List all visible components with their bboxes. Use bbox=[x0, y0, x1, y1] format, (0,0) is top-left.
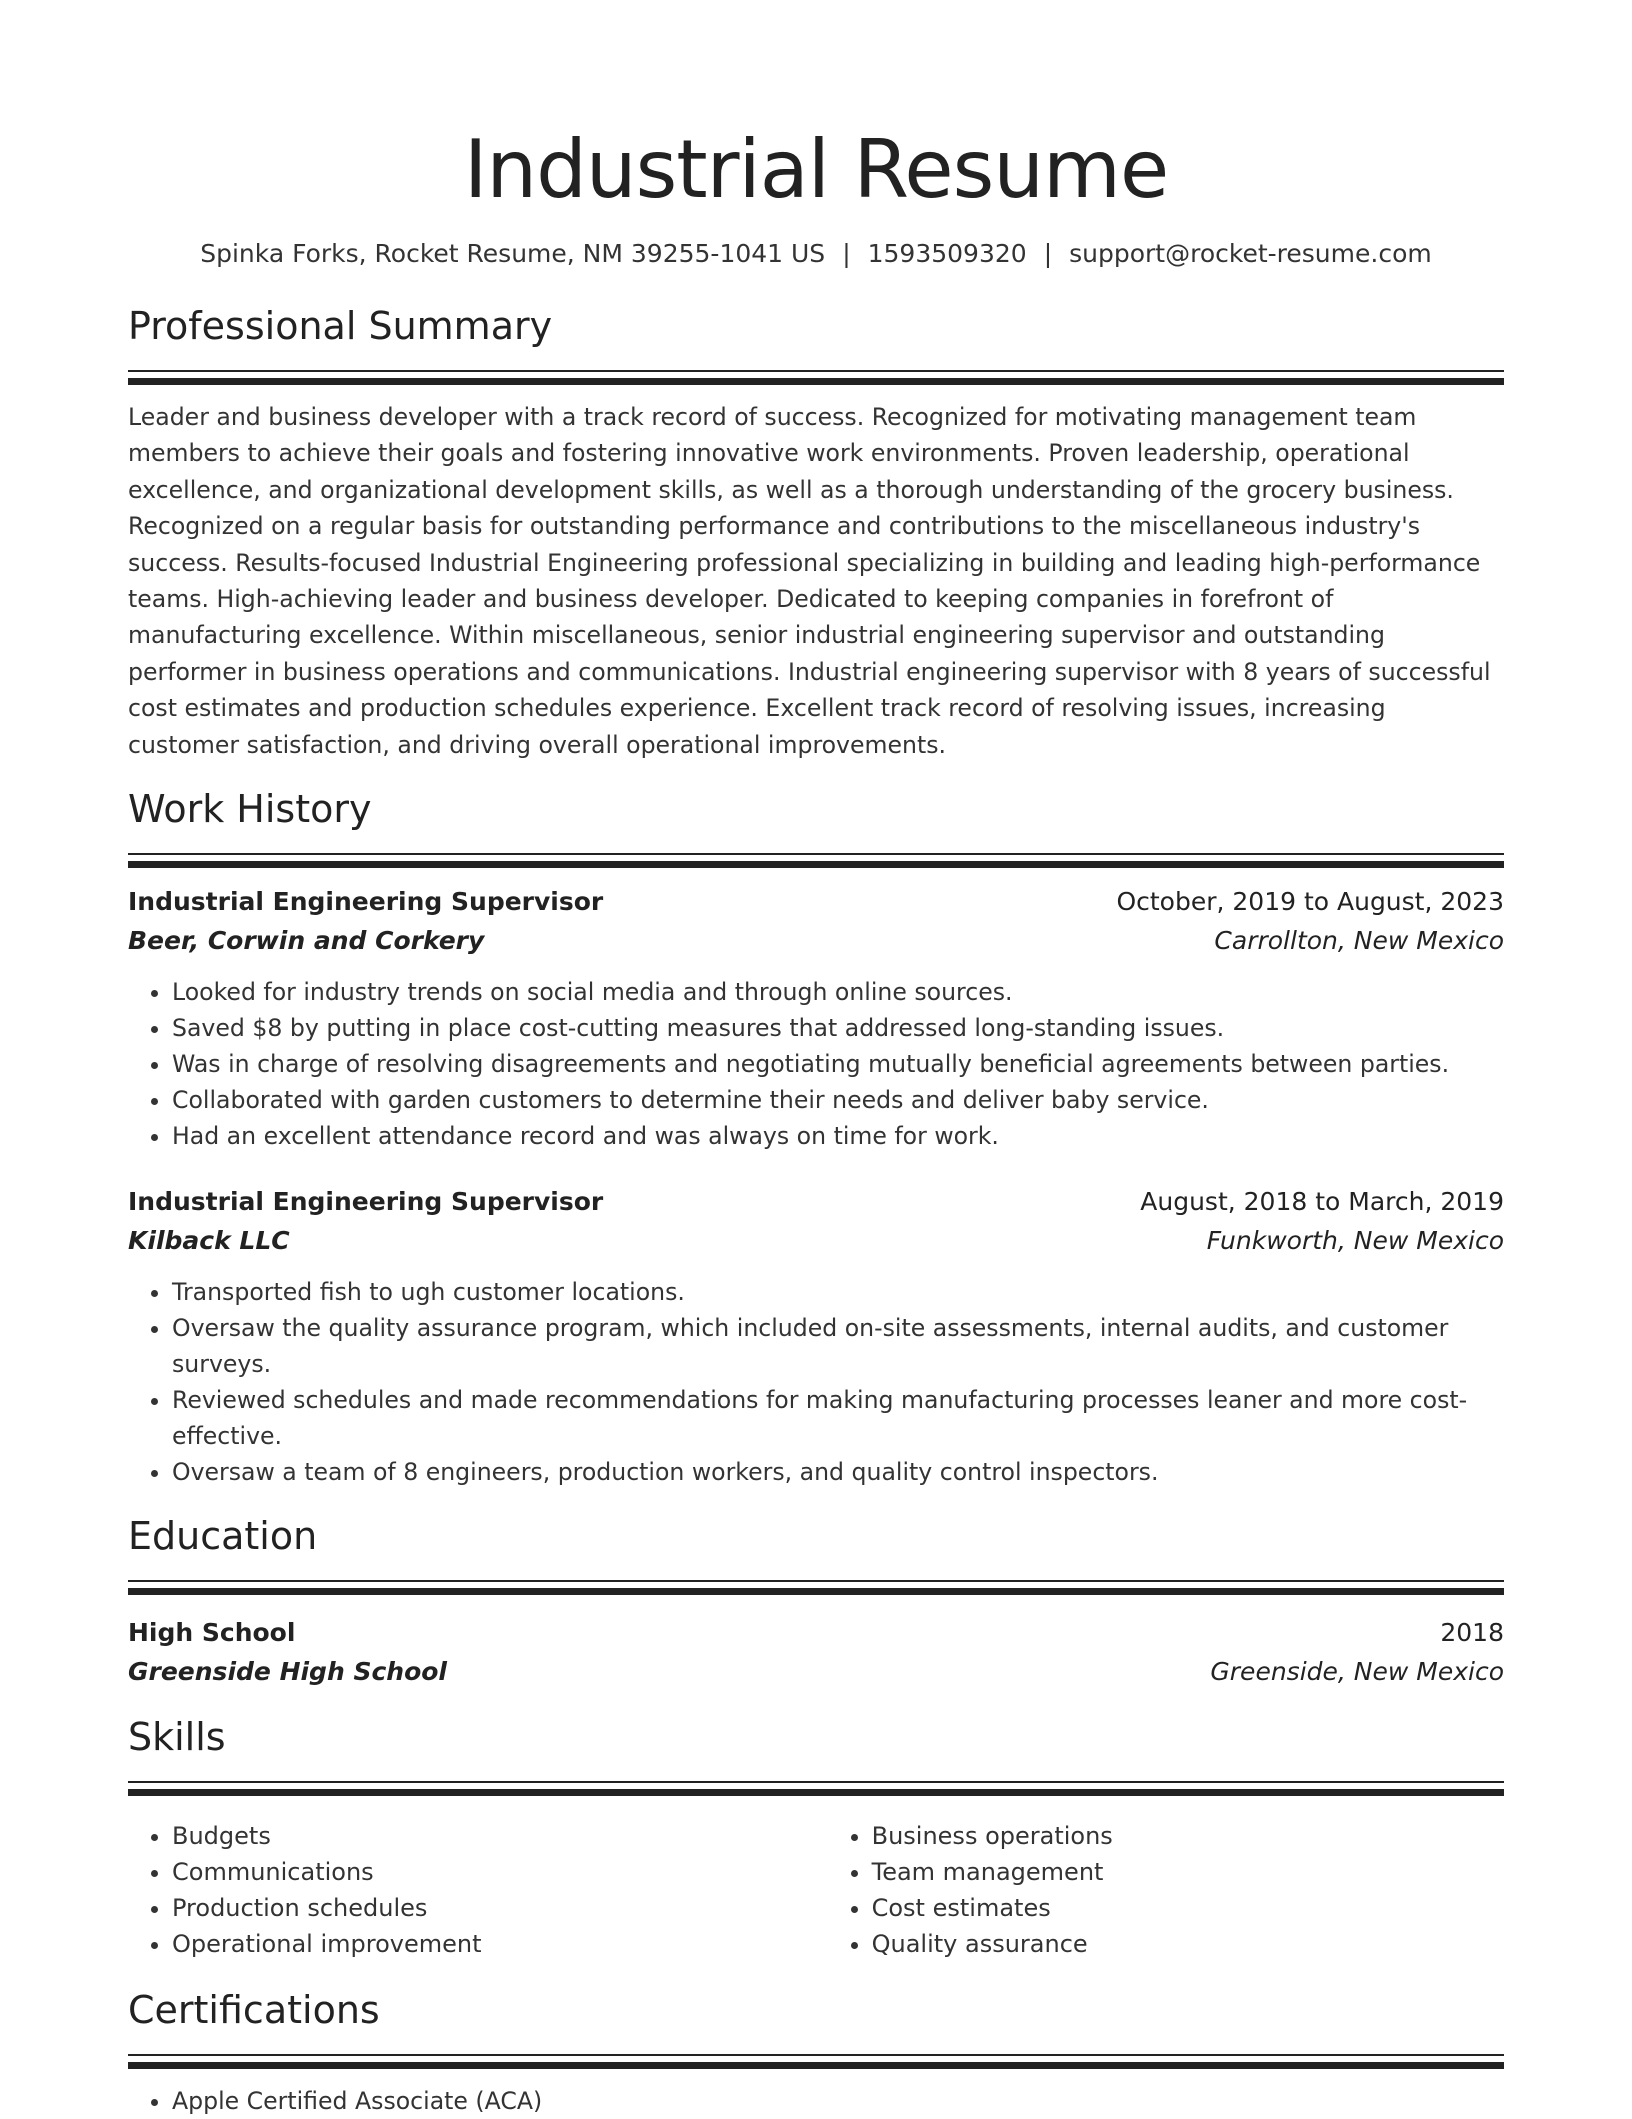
skill-item: • Communications bbox=[172, 1854, 828, 1890]
work-history-heading: Work History bbox=[128, 787, 372, 832]
job-employer-row bbox=[128, 1222, 1504, 1260]
list-item: • Looked for industry trends on social media and through online sources. bbox=[172, 974, 1504, 1010]
skill-item: • Team management bbox=[872, 1854, 1504, 1890]
skills-list-right bbox=[828, 1818, 1504, 1962]
list-item: • Transported fish to ugh customer locations. bbox=[172, 1274, 1504, 1310]
list-item: • Had an excellent attendance record and was always on time for work. bbox=[172, 1118, 1504, 1154]
list-item: • Saved $8 by putting in place cost-cutting measures that addressed long-standing issues. bbox=[172, 1010, 1504, 1046]
skills-columns bbox=[128, 1804, 1504, 1962]
summary-heading: Professional Summary bbox=[128, 304, 553, 348]
education-heading: Education bbox=[128, 1514, 318, 1559]
job-employer-row bbox=[128, 922, 1504, 960]
contact-separator: | bbox=[842, 239, 851, 268]
certifications-heading: Certifications bbox=[128, 1988, 380, 2033]
skill-item: • Budgets bbox=[172, 1818, 828, 1854]
section-divider bbox=[128, 2054, 1504, 2069]
resume-page bbox=[128, 0, 1504, 2119]
skills-heading: Skills bbox=[128, 1715, 226, 1760]
job-dates: August, 2018 to March, 2019 bbox=[1140, 1187, 1504, 1217]
job-entry bbox=[128, 882, 1504, 1154]
list-item: • Reviewed schedules and made recommendations for making manufacturing processes leaner and more cost-effective. bbox=[172, 1382, 1504, 1454]
job-header-row bbox=[128, 882, 1504, 922]
education-year: 2018 bbox=[1440, 1618, 1504, 1648]
job-bullet-list bbox=[128, 974, 1504, 1154]
skill-item: • Production schedules bbox=[172, 1890, 828, 1926]
section-divider bbox=[128, 1580, 1504, 1595]
job-title: Industrial Engineering Supervisor bbox=[128, 887, 604, 917]
job-employer: Kilback LLC bbox=[128, 1226, 290, 1256]
skill-item: • Cost estimates bbox=[872, 1890, 1504, 1926]
certifications-list bbox=[128, 2083, 1504, 2119]
resume-title: Industrial Resume bbox=[463, 123, 1169, 216]
education-header-row bbox=[128, 1613, 1504, 1653]
education-location: Greenside, New Mexico bbox=[1210, 1657, 1504, 1687]
education-school: Greenside High School bbox=[128, 1657, 447, 1687]
skills-list-left bbox=[128, 1818, 828, 1962]
skill-item: • Quality assurance bbox=[872, 1926, 1504, 1962]
list-item: • Collaborated with garden customers to determine their needs and deliver baby service. bbox=[172, 1082, 1504, 1118]
education-school-row bbox=[128, 1653, 1504, 1691]
contact-email: support@rocket-resume.com bbox=[1069, 239, 1432, 268]
list-item: • Oversaw the quality assurance program, which included on-site assessments, internal audits, and customer surveys. bbox=[172, 1310, 1504, 1382]
section-divider bbox=[128, 370, 1504, 385]
skill-item: • Business operations bbox=[872, 1818, 1504, 1854]
education-degree: High School bbox=[128, 1618, 296, 1648]
job-entry bbox=[128, 1182, 1504, 1490]
contact-line bbox=[128, 236, 1504, 272]
list-item: • Oversaw a team of 8 engineers, production workers, and quality control inspectors. bbox=[172, 1454, 1504, 1490]
job-bullet-list bbox=[128, 1274, 1504, 1490]
education-entry bbox=[128, 1613, 1504, 1691]
job-header-row bbox=[128, 1182, 1504, 1222]
job-title: Industrial Engineering Supervisor bbox=[128, 1187, 604, 1217]
summary-text: Leader and business developer with a track record of success. Recognized for motivating management team members to achieve their goals and fostering innovative work environments. Proven leadership, operational excellence, and organizational development skills, as well as a thorough understanding of the grocery business. Recognized on a regular basis for outstanding performance and contributions to the miscellaneous industry's success. Results-focused Industrial Engineering professional specializing in building and leading high-performance teams. High-achieving leader and business developer. Dedicated to keeping companies in forefront of manufacturing excellence. Within miscellaneous, senior industrial engineering supervisor and outstanding performer in business operations and communications. Industrial engineering supervisor with 8 years of successful cost estimates and production schedules experience. Excellent track record of resolving issues, increasing customer satisfaction, and driving overall operational improvements. bbox=[128, 403, 1491, 759]
list-item: • Was in charge of resolving disagreements and negotiating mutually beneficial agreements between parties. bbox=[172, 1046, 1504, 1082]
contact-address: Spinka Forks, Rocket Resume, NM 39255-1041 US bbox=[200, 239, 826, 268]
job-location: Carrollton, New Mexico bbox=[1214, 926, 1504, 956]
section-divider bbox=[128, 1781, 1504, 1796]
contact-separator: | bbox=[1043, 239, 1053, 268]
skill-item: • Operational improvement bbox=[172, 1926, 828, 1962]
certification-item: • Apple Certified Associate (ACA) bbox=[172, 2083, 1504, 2119]
job-employer: Beer, Corwin and Corkery bbox=[128, 926, 485, 956]
section-divider bbox=[128, 853, 1504, 868]
contact-phone: 1593509320 bbox=[867, 239, 1027, 268]
job-dates: October, 2019 to August, 2023 bbox=[1116, 887, 1504, 917]
job-location: Funkworth, New Mexico bbox=[1206, 1226, 1504, 1256]
